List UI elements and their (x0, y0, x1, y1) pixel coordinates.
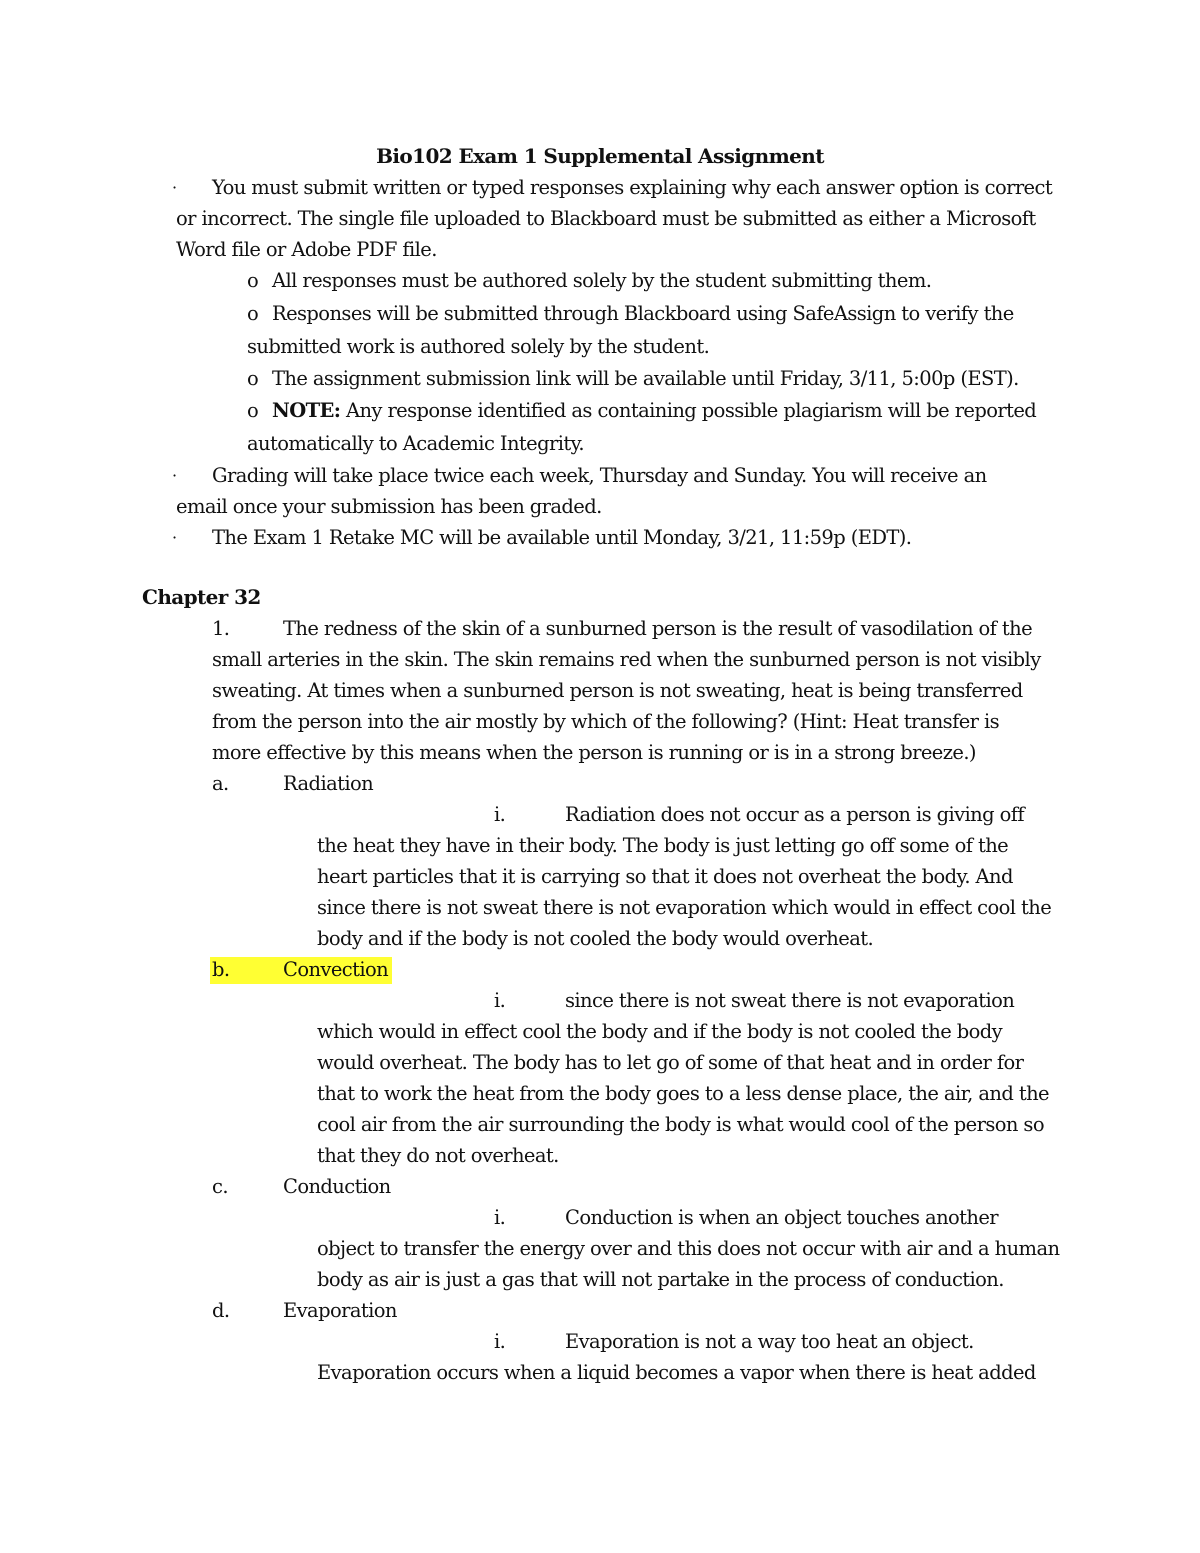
sub-instruction-4-line-1 (272, 395, 1036, 426)
sub-bullet-marker: o (247, 399, 259, 422)
option-c-note-line-2: object to transfer the energy over and this does not occur with air and a human (317, 1237, 1060, 1260)
option-b-note-line-2: which would in effect cool the body and if the body is not cooled the body (317, 1020, 1003, 1043)
option-b-note-line-4: that to work the heat from the body goes to a less dense place, the air, and the (317, 1082, 1049, 1105)
option-a-note-line-5: body and if the body is not cooled the body would overheat. (317, 927, 874, 950)
sub-instruction-4-line-2: automatically to Academic Integrity. (247, 432, 584, 455)
option-c-note-line-3: body as air is just a gas that will not partake in the process of conduction. (317, 1268, 1004, 1291)
option-d-note-marker: i. (494, 1330, 506, 1353)
question-line-1: The redness of the skin of a sunburned person is the result of vasodilation of the (283, 617, 1033, 640)
option-a-note-line-4: since there is not sweat there is not evaporation which would in effect cool the (317, 896, 1052, 919)
sub-bullet-marker: o (247, 367, 259, 390)
question-line-4: from the person into the air mostly by which of the following? (Hint: Heat transfer is (212, 710, 999, 733)
sub-instruction-2-line-1: Responses will be submitted through Blackboard using SafeAssign to verify the (272, 302, 1014, 325)
option-c-letter: c. (212, 1175, 228, 1198)
option-a-note-line-2: the heat they have in their body. The body is just letting go off some of the (317, 834, 1009, 857)
option-b-note-line-1: since there is not sweat there is not evaporation (565, 989, 1015, 1012)
question-line-5: more effective by this means when the person is running or is in a strong breeze.) (212, 741, 976, 764)
option-a-note-line-1: Radiation does not occur as a person is giving off (565, 803, 1024, 826)
option-b-label: Convection (283, 958, 389, 981)
sub-bullet-marker: o (247, 269, 259, 292)
bullet-marker: · (172, 466, 178, 485)
chapter-heading: Chapter 32 (142, 585, 261, 609)
sub-bullet-marker: o (247, 302, 259, 325)
option-c-label: Conduction (283, 1175, 391, 1198)
option-a-letter: a. (212, 772, 229, 795)
option-b-note-line-3: would overheat. The body has to let go of some of that heat and in order for (317, 1051, 1024, 1074)
option-b-note-marker: i. (494, 989, 506, 1012)
option-b-note-line-6: that they do not overheat. (317, 1144, 559, 1167)
sub-instruction-3: The assignment submission link will be available until Friday, 3/11, 5:00p (EST). (272, 367, 1019, 390)
instruction-2-line-1: Grading will take place twice each week, Thursday and Sunday. You will receive an (212, 464, 987, 487)
instruction-2-line-2: email once your submission has been graded. (176, 495, 602, 518)
sub-instruction-2-line-2: submitted work is authored solely by the student. (247, 335, 710, 358)
option-a-note-line-3: heart particles that it is carrying so that it does not overheat the body. And (317, 865, 1013, 888)
bullet-marker: · (172, 528, 178, 547)
instruction-1-line-2: or incorrect. The single file uploaded to Blackboard must be submitted as either a Microsoft (176, 207, 1036, 230)
question-number: 1. (212, 617, 230, 640)
option-d-label: Evaporation (283, 1299, 397, 1322)
bullet-marker: · (172, 178, 178, 197)
note-label: NOTE: (272, 399, 341, 422)
question-line-2: small arteries in the skin. The skin remains red when the sunburned person is not visibly (212, 648, 1041, 671)
option-b-letter: b. (212, 958, 230, 981)
option-a-note-marker: i. (494, 803, 506, 826)
option-d-note-line-1: Evaporation is not a way too heat an object. (565, 1330, 974, 1353)
option-d-letter: d. (212, 1299, 230, 1322)
document-title: Bio102 Exam 1 Supplemental Assignment (376, 144, 824, 168)
option-c-note-marker: i. (494, 1206, 506, 1229)
option-c-note-line-1: Conduction is when an object touches another (565, 1206, 999, 1229)
option-a-label: Radiation (283, 772, 374, 795)
instruction-3: The Exam 1 Retake MC will be available until Monday, 3/21, 11:59p (EDT). (212, 526, 912, 549)
option-b-note-line-5: cool air from the air surrounding the body is what would cool of the person so (317, 1113, 1044, 1136)
instruction-1-line-3: Word file or Adobe PDF file. (176, 238, 437, 261)
sub-instruction-1: All responses must be authored solely by the student submitting them. (272, 269, 932, 292)
question-line-3: sweating. At times when a sunburned person is not sweating, heat is being transferred (212, 679, 1023, 702)
note-text: Any response identified as containing possible plagiarism will be reported (340, 399, 1037, 422)
option-d-note-line-2: Evaporation occurs when a liquid becomes a vapor when there is heat added (317, 1361, 1036, 1384)
instruction-1-line-1: You must submit written or typed responses explaining why each answer option is correct (212, 176, 1053, 199)
